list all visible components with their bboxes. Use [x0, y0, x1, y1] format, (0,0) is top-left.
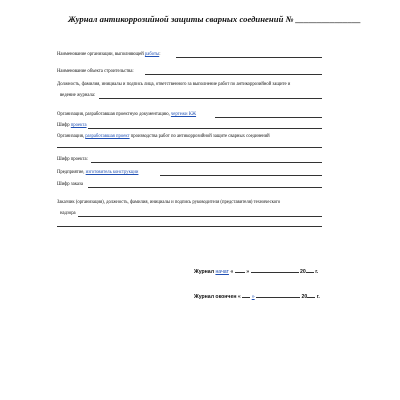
row-customer [57, 200, 280, 206]
drawings-kzh-link[interactable]: чертежи КЖ [170, 112, 197, 117]
row-label: Шифр проекта: [57, 157, 88, 162]
journal-started-line [194, 267, 318, 275]
fill-line [91, 162, 322, 163]
year-blank [306, 267, 314, 273]
fill-line [176, 57, 322, 58]
day-blank [235, 267, 245, 273]
row-label: Шифр заказа [57, 182, 83, 187]
fill-line [160, 175, 322, 176]
row-order-cipher [57, 182, 83, 188]
fill-line [57, 226, 322, 227]
row-manufacturer [57, 170, 138, 176]
row-project-cipher [57, 157, 88, 163]
fill-line [99, 98, 322, 99]
journal-finished-line [194, 292, 320, 300]
finished-year-prefix: 20 [301, 294, 308, 300]
started-day-open: « [230, 269, 234, 275]
fill-line [88, 187, 322, 188]
row-label: надзора [60, 211, 76, 216]
started-year-prefix: 20 [299, 269, 306, 275]
finished-day-open: « [237, 294, 241, 300]
fill-line [215, 117, 322, 118]
row-label: Наименование объекта строительства: [57, 69, 134, 74]
fill-line [88, 128, 322, 129]
manufacturer-link[interactable]: изготовитель конструкции [85, 170, 139, 175]
started-link[interactable]: начат [215, 269, 229, 275]
row-customer-cont [60, 211, 76, 217]
works-link[interactable]: работы [144, 52, 160, 57]
row-label: Наименование организации, выполняющей [57, 52, 145, 57]
row-responsible-person [57, 82, 290, 88]
finished-label: Журнал окончен [194, 294, 237, 300]
started-year-suffix: г. [315, 269, 319, 275]
fill-line [145, 74, 322, 75]
finished-day-close[interactable]: » [251, 294, 255, 300]
started-day-close: » [246, 269, 250, 275]
row-label: Предприятие, [57, 170, 86, 175]
started-label: Журнал [194, 269, 216, 275]
finished-year-suffix: г. [316, 294, 320, 300]
project-developer-link[interactable]: разработавшая проект [85, 134, 130, 139]
row-executing-organization: Наименование организации, выполняющей работы: [57, 52, 161, 57]
row-object-name [57, 69, 134, 75]
row-works-project-organization [57, 134, 270, 140]
row-label: Должность, фамилия, инициалы и подпись лица, ответственного за выполнение работ по антикоррозийной защите и [57, 82, 291, 87]
fill-line [57, 147, 322, 148]
month-blank [256, 292, 300, 298]
fill-line [78, 216, 322, 217]
document-title: Журнал антикоррозийной защиты сварных соединений № _______________ [68, 14, 361, 24]
row-label: Заказчик (организация), должность, фамилия, инициалы и подпись руководителя (представителя) технического [57, 200, 281, 205]
month-blank [251, 267, 299, 273]
row-label-suffix: производства работ по антикоррозийной защите сварных соединений [129, 134, 270, 139]
project-link[interactable]: проекта [70, 123, 87, 128]
row-label: Организация, [57, 134, 86, 139]
row-label: Организация, разработавшая проектную документацию, [57, 112, 171, 117]
row-label: ведение журнала: [60, 93, 96, 98]
row-responsible-person-cont [60, 93, 95, 99]
row-design-cipher [57, 123, 87, 129]
row-label: Шифр [57, 123, 71, 128]
day-blank [242, 292, 250, 298]
year-blank [307, 292, 315, 298]
row-design-organization [57, 112, 196, 118]
